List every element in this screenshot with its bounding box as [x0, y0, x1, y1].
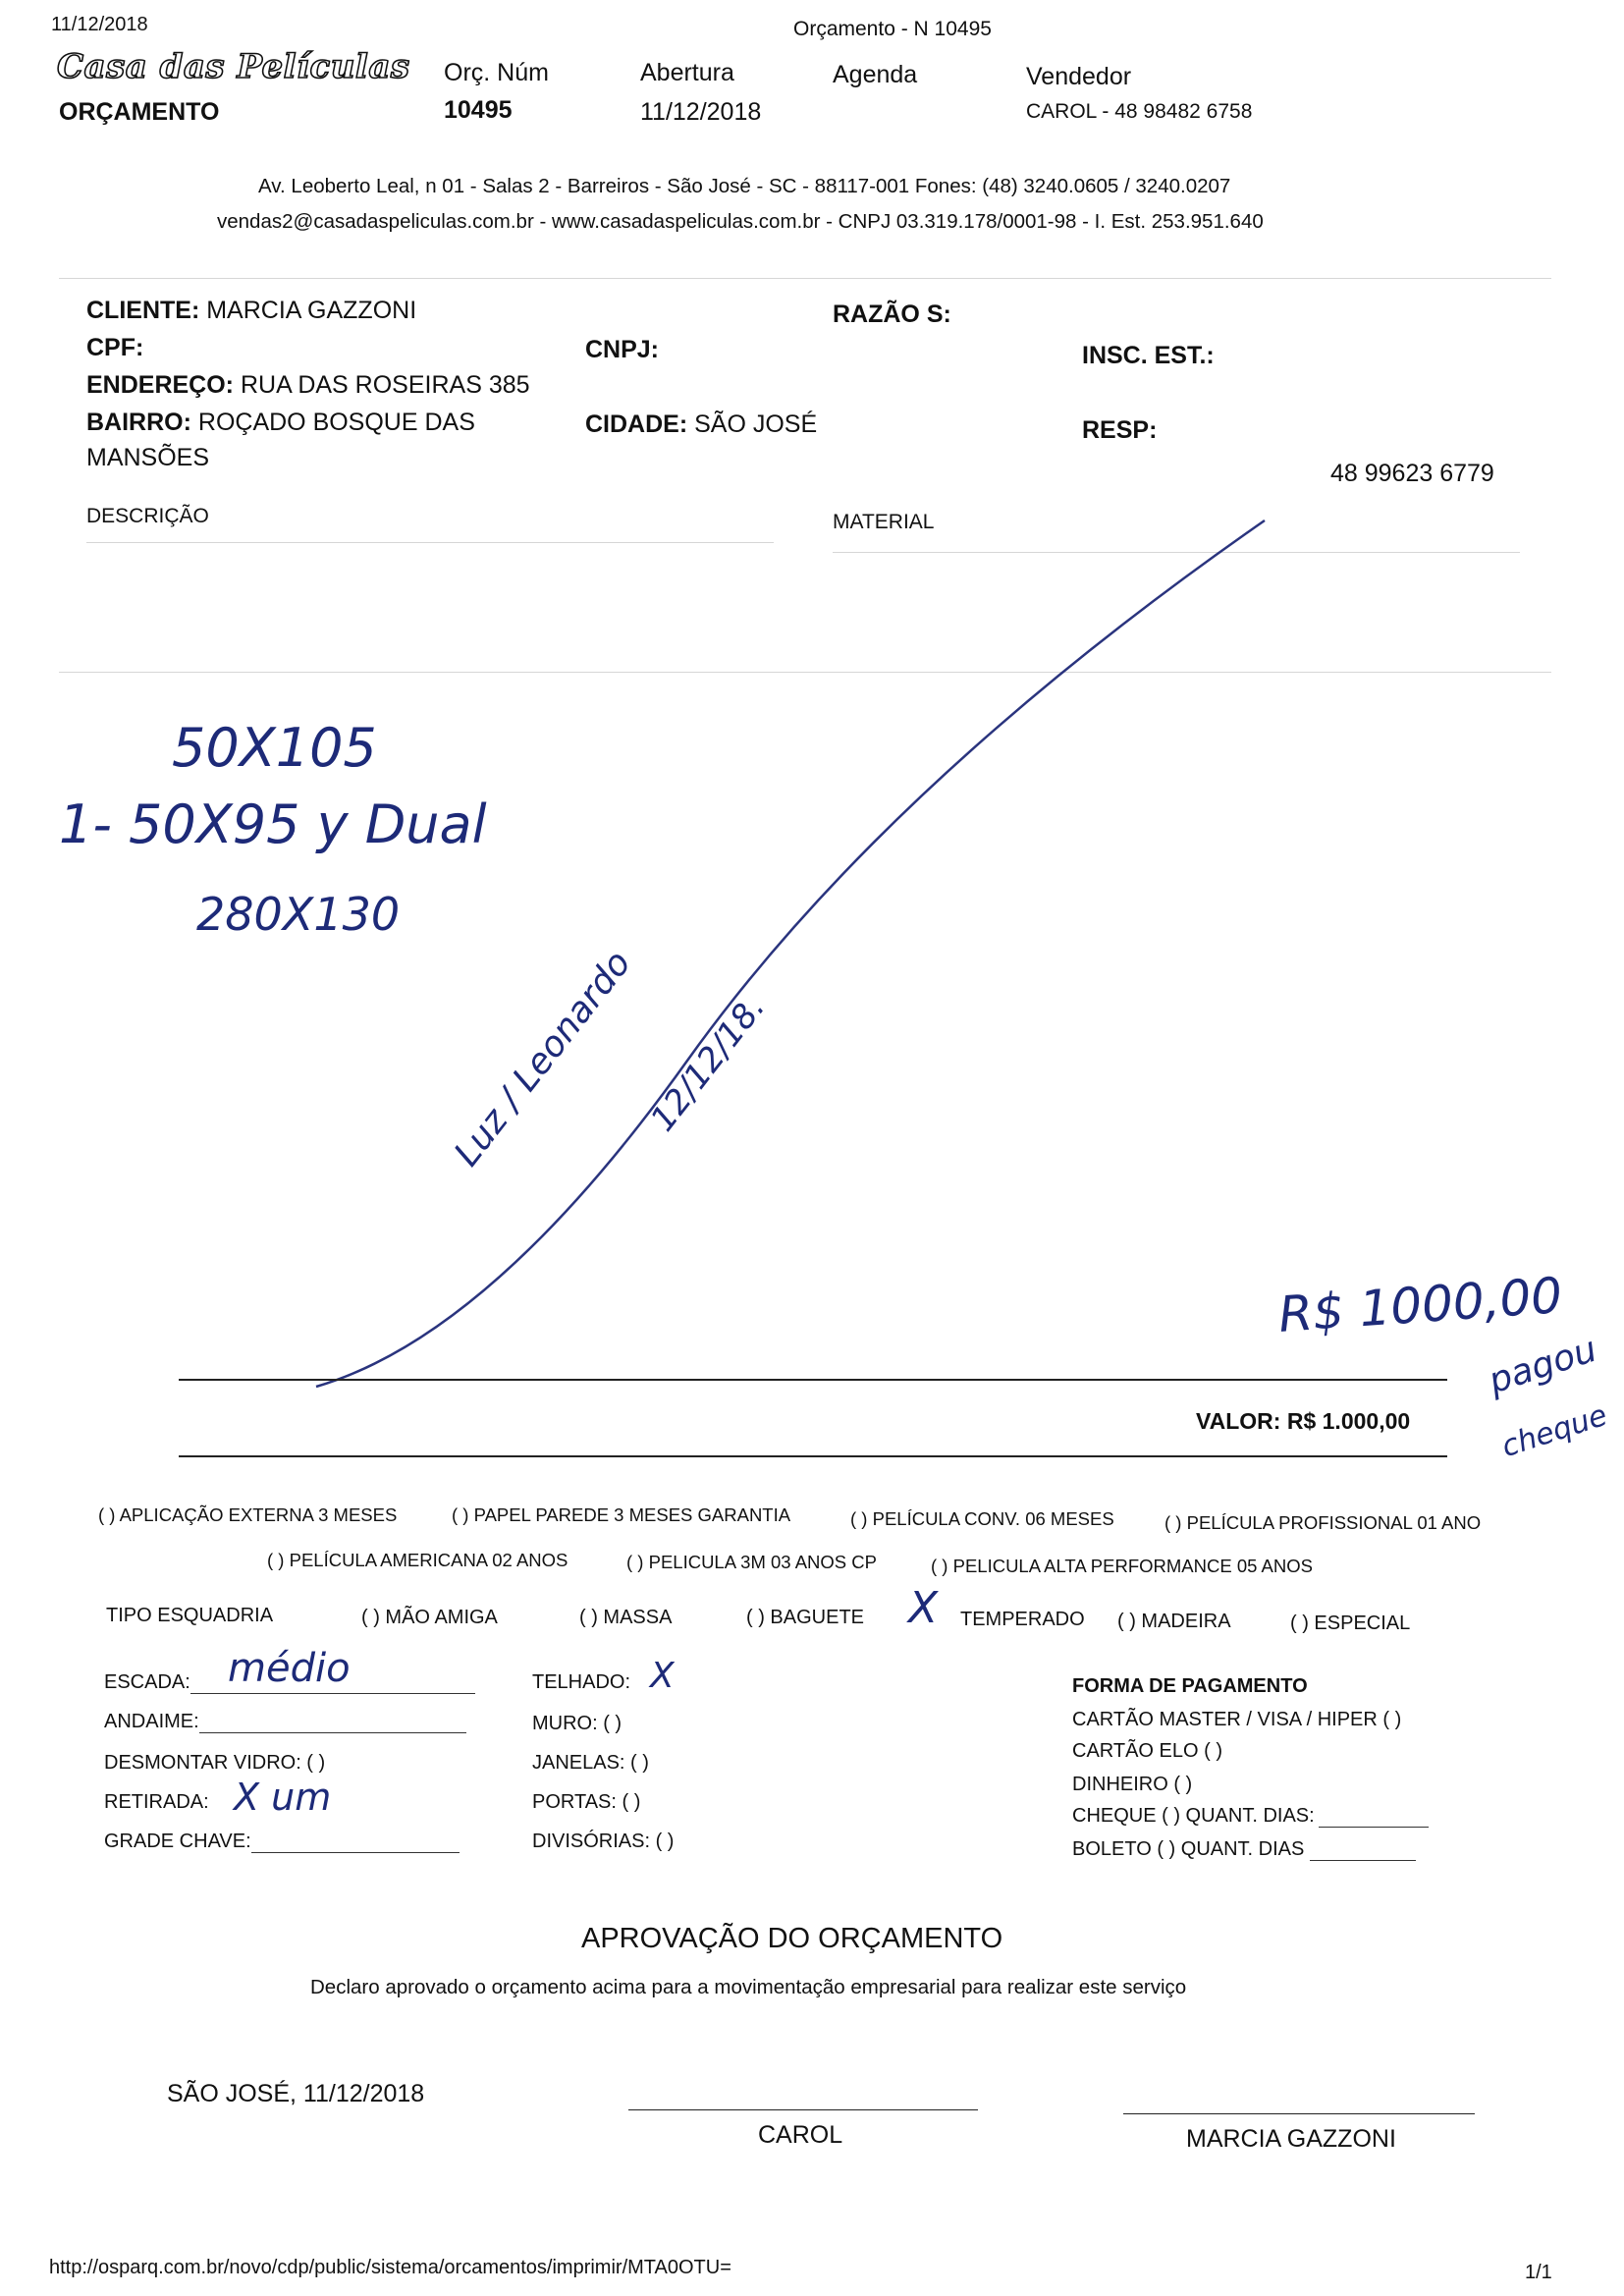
- handwritten-amount: R$ 1000,00: [1276, 1266, 1564, 1344]
- payment-cheque-label: CHEQUE ( ) QUANT. DIAS:: [1072, 1805, 1315, 1827]
- handwritten-measure-2: 1- 50X95 y Dual: [59, 793, 487, 855]
- esquadria-baguete[interactable]: ( ) BAGUETE: [746, 1607, 865, 1628]
- print-url: http://osparq.com.br/novo/cdp/public/sistema/orcamentos/imprimir/MTA0OTU=: [49, 2257, 731, 2278]
- option-pelicula-americana[interactable]: ( ) PELÍCULA AMERICANA 02 ANOS: [267, 1550, 568, 1570]
- cnpj-label: CNPJ:: [585, 336, 660, 363]
- handwritten-temperado-mark: X: [908, 1583, 939, 1633]
- resp-phone: 48 99623 6779: [1330, 460, 1494, 487]
- esquadria-mao-amiga[interactable]: ( ) MÃO AMIGA: [361, 1607, 498, 1628]
- payment-boleto[interactable]: [1072, 1838, 1416, 1861]
- descricao-header: DESCRIÇÃO: [86, 505, 209, 527]
- tipo-esquadria-label: TIPO ESQUADRIA: [106, 1605, 274, 1626]
- esquadria-temperado[interactable]: TEMPERADO: [960, 1609, 1085, 1630]
- andaime-blank[interactable]: [199, 1711, 466, 1733]
- endereco-value: RUA DAS ROSEIRAS 385: [240, 371, 530, 399]
- handwritten-escada: médio: [228, 1646, 351, 1691]
- company-logo: Casa das Películas: [57, 47, 410, 86]
- approval-title: APROVAÇÃO DO ORÇAMENTO: [581, 1923, 1003, 1954]
- handwritten-paid: pagou: [1484, 1329, 1602, 1402]
- cliente-label: CLIENTE:: [86, 297, 200, 324]
- payment-cartao-master[interactable]: CARTÃO MASTER / VISA / HIPER ( ): [1072, 1709, 1402, 1730]
- boleto-dias-blank[interactable]: [1310, 1838, 1416, 1861]
- cidade-label: CIDADE:: [585, 410, 688, 438]
- payment-title: FORMA DE PAGAMENTO: [1072, 1675, 1308, 1697]
- handwritten-telhado: X: [650, 1656, 675, 1696]
- page-number: 1/1: [1525, 2262, 1552, 2283]
- portas-field[interactable]: PORTAS: ( ): [532, 1791, 641, 1813]
- company-address-line1: Av. Leoberto Leal, n 01 - Salas 2 - Barreiros - São José - SC - 88117-001 Fones: (48) 3240.0605 / 3240.0207: [258, 175, 1231, 197]
- retirada-label: RETIRADA:: [104, 1791, 209, 1813]
- bairro-value-cont: MANSÕES: [86, 444, 210, 471]
- approval-place-date: SÃO JOSÉ, 11/12/2018: [167, 2080, 425, 2107]
- cheque-dias-blank[interactable]: [1319, 1805, 1429, 1828]
- razao-label: RAZÃO S:: [833, 301, 951, 328]
- valor-value: R$ 1.000,00: [1286, 1408, 1411, 1434]
- valor-label: VALOR:: [1196, 1408, 1281, 1434]
- option-pelicula-alta-performance[interactable]: ( ) PELICULA ALTA PERFORMANCE 05 ANOS: [931, 1556, 1313, 1576]
- grade-chave-label: GRADE CHAVE:: [104, 1831, 251, 1852]
- orc-num-label: Orç. Núm: [444, 59, 549, 86]
- option-pelicula-3m[interactable]: ( ) PELICULA 3M 03 ANOS CP: [626, 1552, 877, 1572]
- orc-num-value: 10495: [444, 96, 513, 124]
- insc-est-label: INSC. EST.:: [1082, 342, 1215, 369]
- grade-chave-blank[interactable]: [251, 1831, 460, 1853]
- handwritten-cheque: cheque: [1497, 1397, 1612, 1465]
- payment-cheque[interactable]: [1072, 1805, 1429, 1828]
- cidade-value: SÃO JOSÉ: [694, 410, 818, 438]
- grade-chave-field: [104, 1831, 460, 1853]
- print-header-title: Orçamento - N 10495: [793, 18, 992, 40]
- bairro-label: BAIRRO:: [86, 409, 191, 436]
- bairro-value: ROÇADO BOSQUE DAS: [197, 409, 475, 436]
- vendedor-value: CAROL - 48 98482 6758: [1026, 100, 1253, 123]
- esquadria-madeira[interactable]: ( ) MADEIRA: [1117, 1611, 1231, 1632]
- abertura-label: Abertura: [640, 59, 734, 86]
- company-address-line2: vendas2@casadaspeliculas.com.br - www.casadaspeliculas.com.br - CNPJ 03.319.178/0001-98 - I. Est. 253.951.640: [217, 210, 1264, 233]
- option-papel-parede[interactable]: ( ) PAPEL PAREDE 3 MESES GARANTIA: [452, 1504, 791, 1525]
- handwritten-signature-note: Luz / Leonardo: [447, 943, 639, 1175]
- option-pelicula-profissional[interactable]: ( ) PELÍCULA PROFISSIONAL 01 ANO: [1164, 1512, 1482, 1533]
- desmontar-vidro-field[interactable]: DESMONTAR VIDRO: ( ): [104, 1752, 326, 1774]
- esquadria-especial[interactable]: ( ) ESPECIAL: [1290, 1613, 1411, 1634]
- option-aplicacao-externa[interactable]: ( ) APLICAÇÃO EXTERNA 3 MESES: [98, 1504, 398, 1525]
- agenda-label: Agenda: [833, 61, 918, 88]
- valor-bottom-rule: [179, 1455, 1447, 1457]
- divisorias-field[interactable]: DIVISÓRIAS: ( ): [532, 1831, 675, 1852]
- signature-seller-name: CAROL: [758, 2121, 843, 2149]
- vendedor-label: Vendedor: [1026, 63, 1132, 90]
- andaime-label: ANDAIME:: [104, 1711, 199, 1732]
- resp-label: RESP:: [1082, 416, 1158, 444]
- signature-line-client: [1123, 2113, 1475, 2114]
- esquadria-massa[interactable]: ( ) MASSA: [579, 1607, 673, 1628]
- valor-top-rule: [179, 1379, 1447, 1381]
- payment-cartao-elo[interactable]: CARTÃO ELO ( ): [1072, 1740, 1222, 1762]
- document-type: ORÇAMENTO: [59, 98, 220, 126]
- material-header: MATERIAL: [833, 511, 935, 533]
- handwritten-measure-3: 280X130: [196, 888, 401, 941]
- janelas-field[interactable]: JANELAS: ( ): [532, 1752, 649, 1774]
- abertura-value: 11/12/2018: [640, 98, 762, 126]
- option-pelicula-conv[interactable]: ( ) PELÍCULA CONV. 06 MESES: [850, 1508, 1114, 1529]
- handwritten-date-note: 12/12/18.: [643, 988, 774, 1139]
- approval-text: Declaro aprovado o orçamento acima para a movimentação empresarial para realizar este serviço: [310, 1976, 1187, 1998]
- andaime-field: [104, 1711, 466, 1733]
- handwritten-retirada: X um: [234, 1776, 332, 1819]
- telhado-label: TELHADO:: [532, 1671, 631, 1693]
- payment-boleto-label: BOLETO ( ) QUANT. DIAS: [1072, 1838, 1305, 1860]
- endereco-label: ENDEREÇO:: [86, 371, 235, 399]
- print-date: 11/12/2018: [51, 14, 148, 35]
- cpf-label: CPF:: [86, 334, 144, 361]
- handwritten-measure-1: 50X105: [172, 717, 377, 779]
- signature-line-seller: [628, 2109, 978, 2110]
- payment-dinheiro[interactable]: DINHEIRO ( ): [1072, 1774, 1193, 1795]
- muro-field[interactable]: MURO: ( ): [532, 1713, 623, 1734]
- valor-field: [1196, 1408, 1410, 1435]
- signature-client-name: MARCIA GAZZONI: [1186, 2125, 1396, 2153]
- escada-label: ESCADA:: [104, 1671, 190, 1693]
- cliente-value: MARCIA GAZZONI: [206, 297, 417, 324]
